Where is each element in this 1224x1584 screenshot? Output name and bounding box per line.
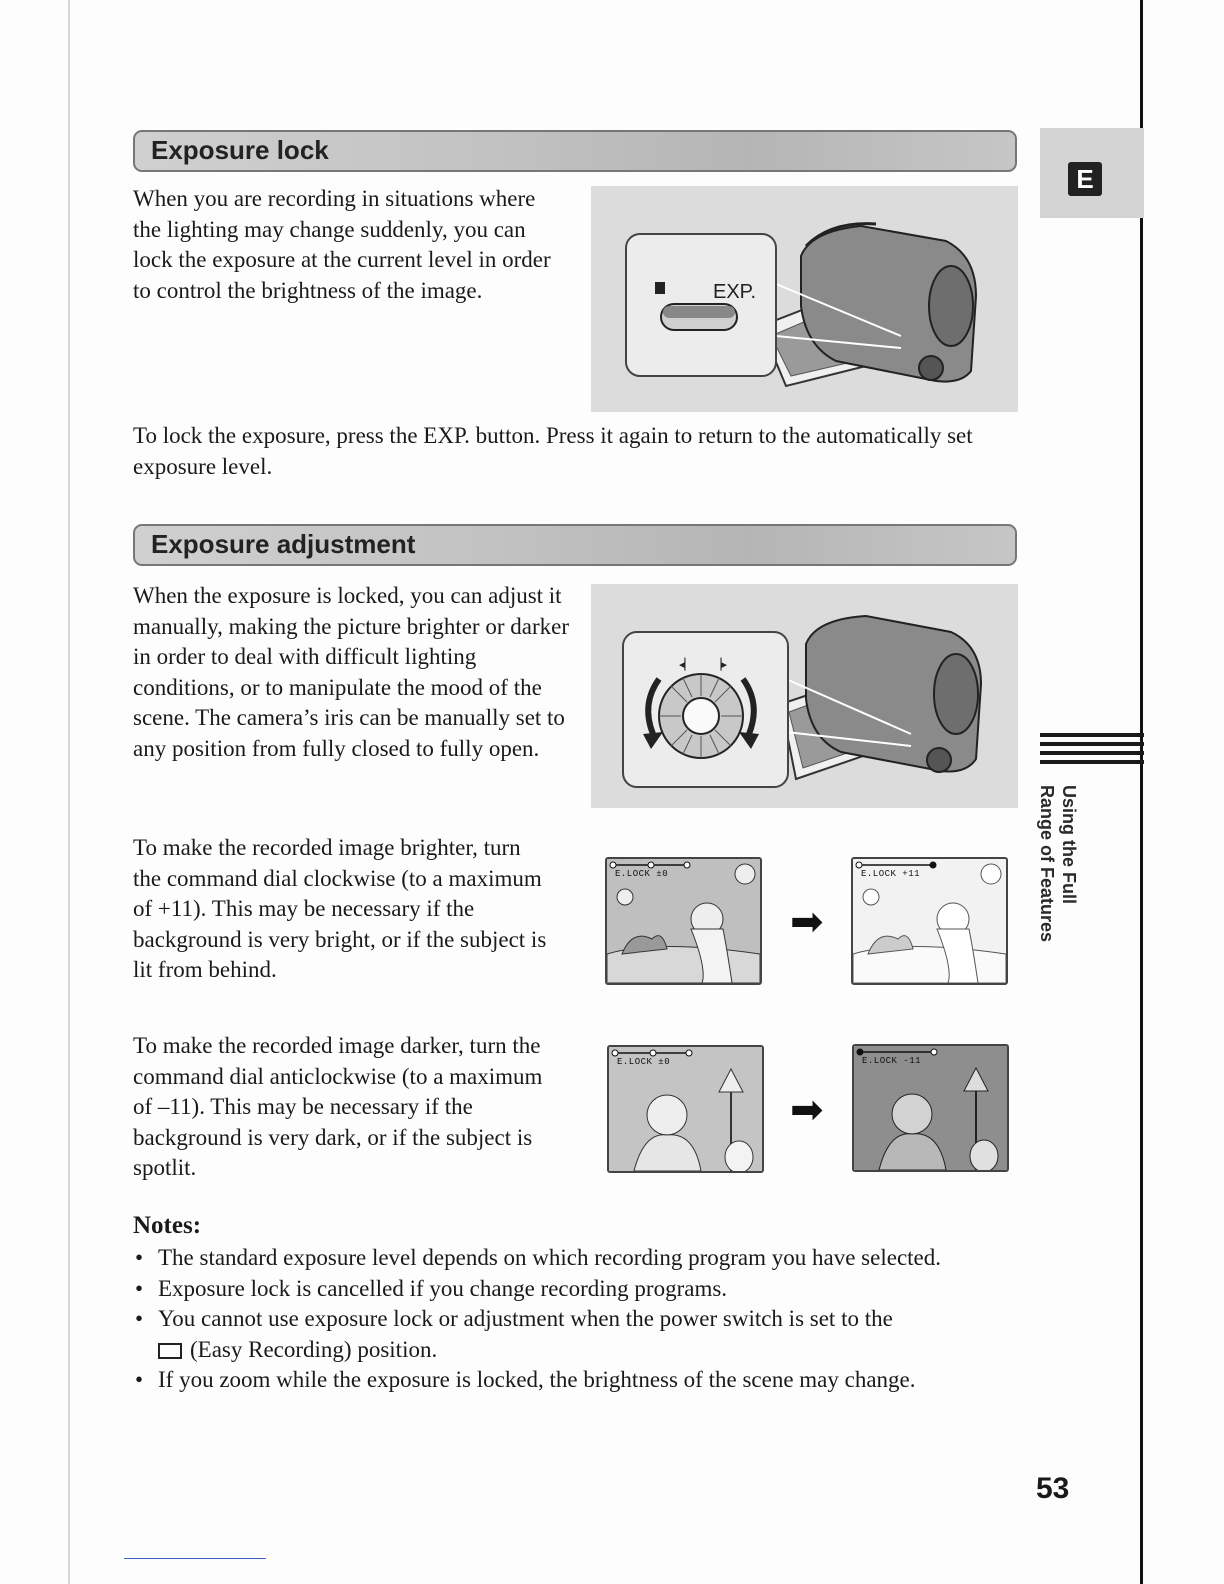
exposure-lock-instruction: To lock the exposure, press the EXP. button. Press it again to return to the automatically set exposure level. (133, 423, 973, 479)
note-item: • If you zoom while the exposure is locked, the brightness of the scene may change. (133, 1365, 1033, 1396)
exp-button-label: EXP. (713, 281, 756, 303)
svg-text:▕▸: ▕▸ (713, 658, 727, 671)
dark-arrow-icon: ➡ (790, 1087, 824, 1133)
note-item (133, 1304, 1033, 1365)
brighter-instruction: To make the recorded image brighter, turn the command dial clockwise (to a maximum of +11). This may be necessary if the background is very bright, or if the subject is lit from behind. (133, 835, 547, 982)
darker-instruction: To make the recorded image darker, turn the command dial anticlockwise (to a maximum of –11). This may be necessary if the background is very dark, or if the subject is spotlit. (133, 1033, 543, 1180)
page-right-edge (1140, 0, 1143, 1584)
notes-title: Notes: (133, 1212, 202, 1239)
bright-after-osd: E.LOCK +11 (861, 869, 921, 879)
note-item-text-end: (Easy Recording) position. (190, 1336, 438, 1362)
chapter-marker-lines (1040, 733, 1144, 769)
language-letter: E (1068, 162, 1102, 196)
exposure-lock-heading (133, 130, 1017, 172)
note-item: • The standard exposure level depends on which recording program you have selected. (133, 1243, 1033, 1274)
chapter-title-line2: Range of Features (1037, 785, 1057, 943)
notes-list (133, 1243, 1033, 1396)
camcorder-dial-drawing (591, 584, 1018, 808)
camcorder-exp-drawing (591, 186, 1018, 412)
note-item: • Exposure lock is cancelled if you change recording programs. (133, 1274, 1033, 1305)
bright-before-osd: E.LOCK ±0 (615, 869, 669, 879)
dark-before-screen (607, 1045, 764, 1173)
note-item-text: You cannot use exposure lock or adjustment when the power switch is set to the (158, 1306, 893, 1331)
exposure-lock-heading-text: Exposure lock (151, 135, 329, 165)
command-dial-illustration (591, 584, 1018, 808)
dark-after-screen (852, 1044, 1009, 1172)
page-left-edge (68, 0, 70, 1584)
chapter-title-line1: Using the Full (1059, 785, 1079, 904)
chapter-title (1036, 785, 1080, 942)
bright-after-screen (851, 857, 1008, 985)
exposure-adjustment-intro: When the exposure is locked, you can adjust it manually, making the picture brighter or darker in order to deal with difficult lighting conditions, or to manipulate the mood of the scene. The camera’s iris can be manually set to any position from fully closed to fully open. (133, 583, 569, 761)
exposure-adjustment-heading-text: Exposure adjustment (151, 529, 416, 559)
bright-before-screen (605, 857, 762, 985)
exposure-lock-intro: When you are recording in situations where the lighting may change suddenly, you can lock the exposure at the current level in order to control the brightness of the image. (133, 186, 551, 303)
page-number: 53 (1036, 1472, 1070, 1505)
dark-before-osd: E.LOCK ±0 (617, 1057, 671, 1067)
dark-after-osd: E.LOCK -11 (862, 1056, 922, 1066)
svg-text:◂▏: ◂▏ (679, 658, 693, 671)
bright-arrow-icon: ➡ (790, 899, 824, 945)
exposure-adjustment-heading (133, 524, 1017, 566)
footer-rule (124, 1558, 266, 1559)
exposure-lock-illustration (591, 186, 1018, 412)
easy-recording-icon (158, 1343, 182, 1359)
